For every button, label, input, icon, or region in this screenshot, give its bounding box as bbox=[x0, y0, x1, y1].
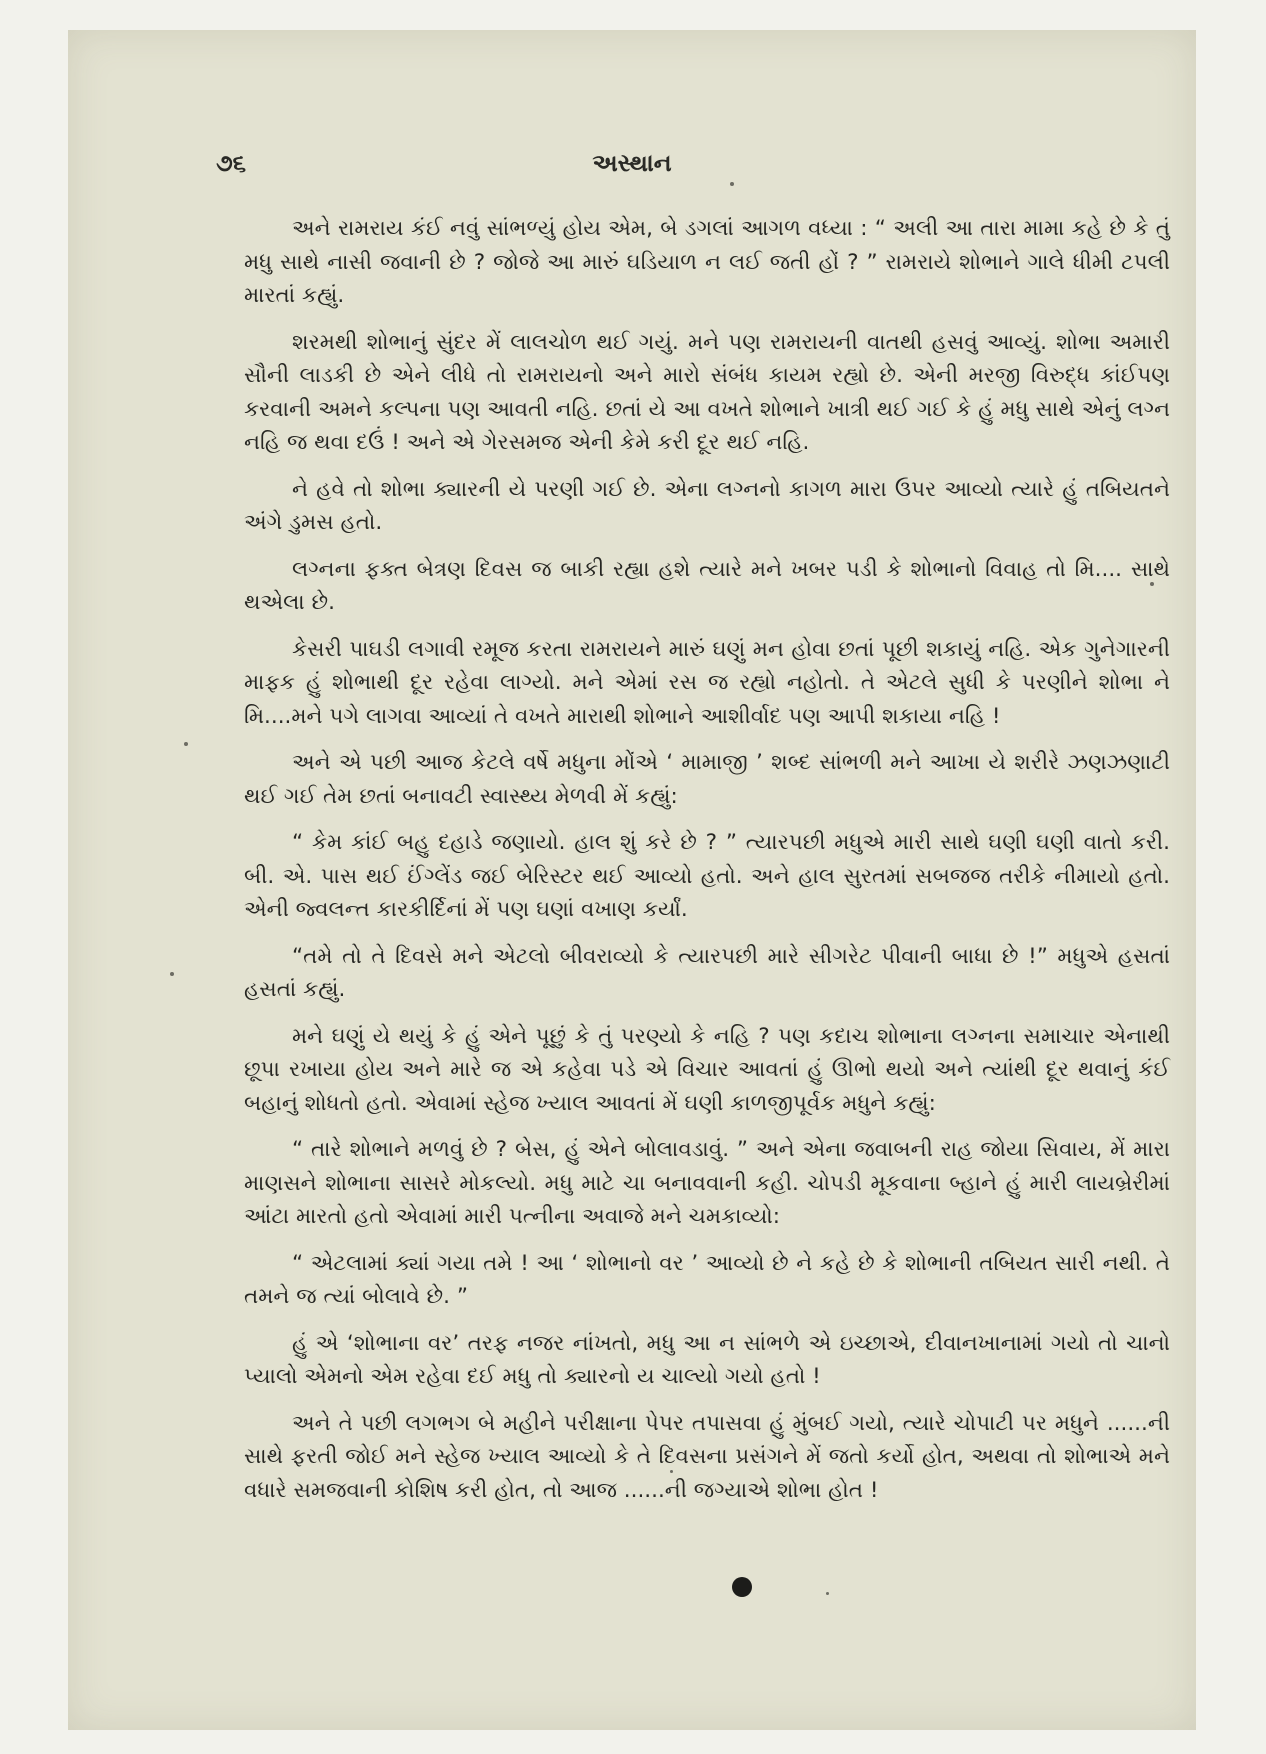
paragraph: મને ઘણું યે થયું કે હું એને પૂછું કે તું પરણ્યો કે નહિ ? પણ કદાચ શોભાના લગ્નના સમાચાર એનાથી છૂપા રખાયા હોય અને મારે જ એ કહેવા પડે એ વિચાર આવતાં હું ઊભો થયો અને ત્યાંથી દૂર થવાનું કંઈ બહાનું શોધતો હતો. એવામાં સ્હેજ ખ્યાલ આવતાં મેં ઘણી કાળજીપૂર્વક મધુને કહ્યું: bbox=[244, 1023, 1170, 1116]
paragraph: “ કેમ કાંઈ બહુ દહાડે જણાયો. હાલ શું કરે છે ? ” ત્યારપછી મધુએ મારી સાથે ઘણી ઘણી વાતો કરી. બી. એ. પાસ થઈ ઈંગ્લેંડ જઈ બેરિસ્ટર થઈ આવ્યો હતો. અને હાલ સુરતમાં સબજજ તરીકે નીમાયો હતો. એની જ્વલન્ત કારકીર્દિનાં મેં પણ ઘણાં વખાણ કર્યાં. bbox=[244, 830, 1170, 922]
print-speck bbox=[826, 1592, 829, 1595]
print-speck bbox=[1150, 582, 1154, 586]
paragraph: કેસરી પાઘડી લગાવી રમૂજ કરતા રામરાયને મારું ઘણું મન હોવા છતાં પૂછી શકાયું નહિ. એક ગુનેગારની માફક હું શોભાથી દૂર રહેવા લાગ્યો. મને એમાં રસ જ રહ્યો નહોતો. તે એટલે સુધી કે પરણીને શોભા ને મિ....મને પગે લાગવા આવ્યાં તે વખતે મારાથી શોભાને આશીર્વાદ પણ આપી શકાયા નહિ ! bbox=[244, 636, 1170, 729]
print-speck bbox=[670, 1470, 673, 1473]
paragraph: શરમથી શોભાનું સુંદર મેં લાલચોળ થઈ ગયું. મને પણ રામરાયની વાતથી હસવું આવ્યું. શોભા અમારી સૌની લાડકી છે એને લીધે તો રામરાયનો અને મારો સંબંધ કાયમ રહ્યો છે. એની મરજી વિરુદ્ધ કાંઈપણ કરવાની અમને કલ્પના પણ આવતી નહિ. છતાં યે આ વખતે શોભાને ખાત્રી થઈ ગઈ કે હું મધુ સાથે એનું લગ્ન નહિ જ થવા દઉં ! અને એ ગેરસમજ એની કેમે કરી દૂર થઈ નહિ. bbox=[244, 329, 1170, 455]
end-dot-ornament bbox=[732, 1577, 752, 1597]
paragraph: “ એટલામાં ક્યાં ગયા તમે ! આ ‘ શોભાનો વર ’ આવ્યો છે ને કહે છે કે શોભાની તબિયત સારી નથી. તે તમને જ ત્યાં બોલાવે છે. ” bbox=[244, 1250, 1170, 1309]
story-text bbox=[244, 212, 1170, 1520]
paragraph: “ તારે શોભાને મળવું છે ? બેસ, હું એને બોલાવડાવું. ” અને એના જવાબની રાહ જોયા સિવાય, મેં મારા માણસને શોભાના સાસરે મોકલ્યો. મધુ માટે ચા બનાવવાની કહી. ચોપડી મૂકવાના બ્હાને હું મારી લાયબ્રેરીમાં આંટા મારતો હતો એવામાં મારી પત્નીના અવાજે મને ચમકાવ્યો: bbox=[244, 1137, 1170, 1229]
page-number: ૭૬ bbox=[216, 148, 247, 177]
page-header bbox=[68, 148, 1196, 188]
paragraph: હું એ ‘શોભાના વર’ તરફ નજર નાંખતો, મધુ આ ન સાંભળે એ ઇચ્છાએ, દીવાનખાનામાં ગયો તો ચાનો પ્યાલો એમનો એમ રહેવા દઈ મધુ તો ક્યારનો ય ચાલ્યો ગયો હતો ! bbox=[244, 1330, 1170, 1389]
paragraph: લગ્નના ફક્ત બેત્રણ દિવસ જ બાકી રહ્યા હશે ત્યારે મને ખબર પડી કે શોભાનો વિવાહ તો મિ.... સાથે થએલા છે. bbox=[244, 556, 1170, 615]
paragraph: “તમે તો તે દિવસે મને એટલો બીવરાવ્યો કે ત્યારપછી મારે સીગરેટ પીવાની બાધા છે !” મધુએ હસતાં હસતાં કહ્યું. bbox=[244, 943, 1170, 1002]
paragraph: અને એ પછી આજ કેટલે વર્ષે મધુના મોંએ ‘ મામાજી ’ શબ્દ સાંભળી મને આખા યે શરીરે ઝણઝણાટી થઈ ગઈ તેમ છતાં બનાવટી સ્વાસ્થ્ય મેળવી મેં કહ્યું: bbox=[244, 750, 1170, 809]
print-speck bbox=[730, 182, 734, 186]
paragraph: ને હવે તો શોભા ક્યારની યે પરણી ગઈ છે. એના લગ્નનો કાગળ મારા ઉપર આવ્યો ત્યારે હું તબિયતને અંગે ડુમસ હતો. bbox=[244, 476, 1170, 535]
paragraph: અને રામરાય કંઈ નવું સાંભળ્યું હોય એમ, બે ડગલાં આગળ વધ્યા : “ અલી આ તારા મામા કહે છે કે તું મધુ સાથે નાસી જવાની છે ? જોજે આ મારું ઘડિયાળ ન લઈ જતી હોં ? ” રામરાયે શોભાને ગાલે ધીમી ટપલી મારતાં કહ્યું. bbox=[244, 216, 1170, 308]
running-title: અસ્થાન bbox=[592, 148, 672, 177]
print-speck bbox=[184, 742, 188, 746]
print-speck bbox=[170, 972, 174, 976]
paragraph: અને તે પછી લગભગ બે મહીને પરીક્ષાના પેપર તપાસવા હું મુંબઈ ગયો, ત્યારે ચોપાટી પર મધુને ......ની સાથે ફરતી જોઈ મને સ્હેજ ખ્યાલ આવ્યો કે તે દિવસના પ્રસંગને મેં જતો કર્યો હોત, અથવા તો શોભાએ મને વધારે સમજવાની કોશિષ કરી હોત, તો આજ ......ની જગ્યાએ શોભા હોત ! bbox=[244, 1410, 1170, 1503]
book-page bbox=[68, 30, 1196, 1730]
